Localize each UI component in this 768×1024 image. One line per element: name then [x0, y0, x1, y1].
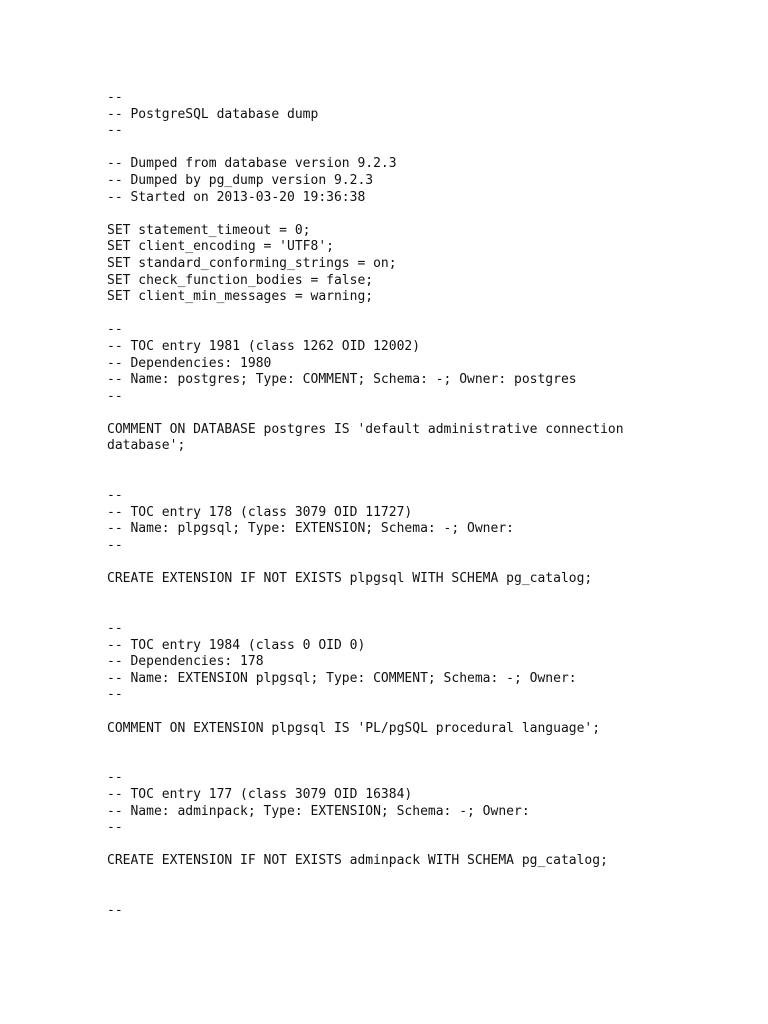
code-line: -- Name: postgres; Type: COMMENT; Schema: -; Owner: postgres [107, 372, 577, 388]
blank-line [107, 704, 707, 721]
code-line: -- Dependencies: 178 [107, 654, 264, 670]
code-line: -- Started on 2013-03-20 19:36:38 [107, 189, 366, 205]
code-line: -- PostgreSQL database dump [107, 106, 319, 122]
code-line: -- [107, 538, 123, 554]
code-line: SET client_encoding = 'UTF8'; [107, 239, 334, 255]
code-line: -- Dumped from database version 9.2.3 [107, 156, 397, 172]
code-line: SET client_min_messages = warning; [107, 289, 374, 305]
blank-line [107, 870, 707, 887]
code-line: -- [107, 903, 123, 919]
code-line: CREATE EXTENSION IF NOT EXISTS adminpack WITH SCHEMA pg_catalog; [107, 853, 608, 869]
sql-dump-text [107, 90, 707, 920]
code-line: -- [107, 621, 123, 636]
blank-line [107, 306, 707, 323]
code-line: COMMENT ON DATABASE postgres IS 'default administrative connection [107, 421, 624, 437]
blank-line [107, 588, 707, 605]
code-line: -- TOC entry 1984 (class 0 OID 0) [107, 637, 366, 653]
blank-line [107, 754, 707, 771]
code-line: -- [107, 820, 123, 836]
code-line: CREATE EXTENSION IF NOT EXISTS plpgsql WITH SCHEMA pg_catalog; [107, 571, 593, 587]
code-line: -- Name: adminpack; Type: EXTENSION; Schema: -; Owner: [107, 803, 530, 819]
code-line: -- [107, 388, 123, 404]
code-line: COMMENT ON EXTENSION plpgsql IS 'PL/pgSQL procedural language'; [107, 720, 601, 736]
blank-line [107, 472, 707, 489]
blank-line [107, 887, 707, 904]
blank-line [107, 555, 707, 572]
code-line: SET standard_conforming_strings = on; [107, 255, 397, 271]
code-line: SET check_function_bodies = false; [107, 272, 374, 288]
code-line: -- [107, 687, 123, 703]
blank-line [107, 604, 707, 621]
blank-line [107, 206, 707, 223]
code-line: -- [107, 322, 123, 338]
code-line: -- Dependencies: 1980 [107, 355, 272, 371]
code-line: -- [107, 90, 123, 105]
code-line: -- Name: plpgsql; Type: EXTENSION; Schema: -; Owner: [107, 521, 514, 537]
blank-line [107, 455, 707, 472]
code-line: -- [107, 123, 123, 139]
code-line: database'; [107, 438, 186, 454]
code-line: SET statement_timeout = 0; [107, 222, 311, 238]
code-line: -- TOC entry 178 (class 3079 OID 11727) [107, 504, 413, 520]
code-line: -- Dumped by pg_dump version 9.2.3 [107, 172, 374, 188]
code-line: -- TOC entry 1981 (class 1262 OID 12002) [107, 338, 421, 354]
blank-line [107, 140, 707, 157]
blank-line [107, 837, 707, 854]
code-line: -- TOC entry 177 (class 3079 OID 16384) [107, 786, 413, 802]
blank-line [107, 405, 707, 422]
code-line: -- Name: EXTENSION plpgsql; Type: COMMENT; Schema: -; Owner: [107, 670, 577, 686]
code-line: -- [107, 488, 123, 504]
blank-line [107, 737, 707, 754]
code-line: -- [107, 770, 123, 786]
